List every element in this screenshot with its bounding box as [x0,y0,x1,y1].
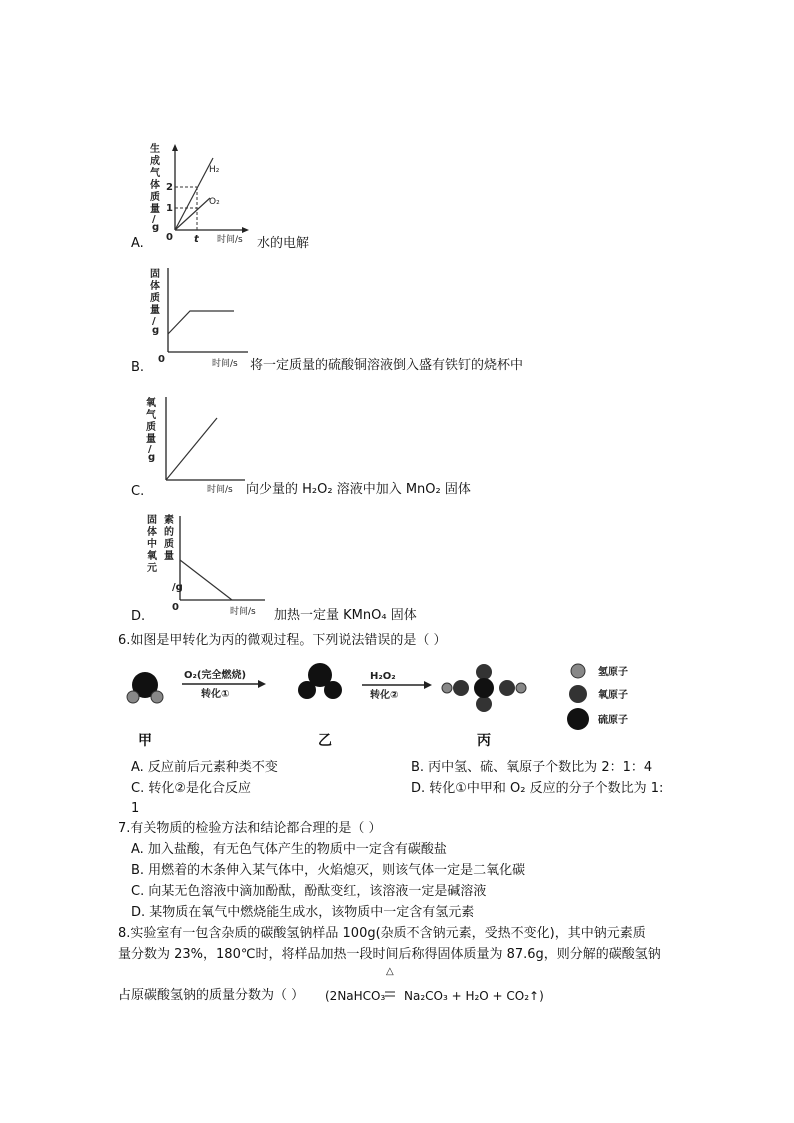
q8-line-3: 占原碳酸氢钠的质量分数为（ ） [118,988,305,1003]
graph-a-y-char: 气 [150,168,160,179]
graph-a-origin: 0 [166,232,173,243]
label-yi: 乙 [318,733,332,749]
legend-sulfur-label: 硫原子 [598,715,628,726]
graph-a-y-char: 成 [150,156,160,167]
graph-d-y-char: 素 [164,515,174,526]
label-bing: 丙 [477,733,491,749]
q7-option-b: B. 用燃着的木条伸入某气体中，火焰熄灭，则该气体一定是二氧化碳 [131,863,526,878]
q7-option-a: A. 加入盐酸，有无色气体产生的物质中一定含有碳酸盐 [131,842,447,857]
q6-option-d: D. 转化①中甲和 O₂ 反应的分子个数比为 1: [411,781,664,796]
graph-a-series-o2: O₂ [209,197,220,207]
graph-d-y-char: 氧 [147,551,157,562]
arrow-2-top: H₂O₂ [370,671,396,682]
q7-stem: 7.有关物质的检验方法和结论都合理的是（ ） [118,821,382,836]
graph-d-y-char: 的 [164,527,174,538]
q8-line-1: 8.实验室有一包含杂质的碳酸氢钠样品 100g(杂质不含钠元素，受热不变化)，其中钠元素质 [118,926,646,941]
q6-option-b: B. 丙中氢、硫、氧原子个数比为 2：1：4 [411,760,653,775]
q6-option-d-cont: 1 [131,801,140,816]
graph-a-y-char: / [152,214,156,225]
label-jia: 甲 [138,733,152,749]
graph-a-tick-2: 2 [166,182,173,193]
graph-a-x-label: 时间/s [217,235,243,245]
arrow-1-bottom: 转化① [201,689,230,700]
graph-c-y-char: / [148,444,152,455]
q8-equation-left: (2NaHCO₃ [325,989,386,1003]
graph-d-y-char: 元 [147,563,157,574]
graph-b-y-char: 量 [150,305,160,316]
graph-c-y-char: 量 [146,434,156,445]
arrow-2-bottom: 转化② [370,690,399,701]
graph-a-y-char: 量 [150,204,160,215]
q8-condition-symbol: △ [386,966,394,977]
graph-d-y-char: 质 [164,539,174,550]
graph-b-y-char: 体 [150,281,160,292]
q6-option-a: A. 反应前后元素种类不变 [131,760,278,775]
graph-b-y-char: 质 [150,293,160,304]
legend-oxygen-label: 氧原子 [598,690,628,701]
option-a-letter: A. [131,236,144,251]
graph-b-origin: 0 [158,354,165,365]
graph-c-y-char: g [148,452,156,463]
graph-c-y-char: 质 [146,422,156,433]
option-c-letter: C. [131,484,145,499]
option-b-letter: B. [131,360,145,375]
graph-a-y-char: 体 [150,180,160,191]
graph-a-series-h2: H₂ [209,165,220,175]
q8-line-2: 量分数为 23%，180℃时，将样品加热一段时间后称得固体质量为 87.6g，则分解的碳酸氢钠 [118,947,661,962]
graph-a-tick-t: t [194,234,199,245]
graph-a-y-char: 生 [150,144,160,155]
graph-d-y-char: 中 [147,539,157,550]
graph-a-y-char: 质 [150,192,160,203]
graph-d-y-unit: /g [172,582,183,593]
option-c-text: 向少量的 H₂O₂ 溶液中加入 MnO₂ 固体 [246,482,471,497]
q6-stem: 6.如图是甲转化为丙的微观过程。下列说法错误的是（ ） [118,633,447,648]
graph-d-y-char: 固 [147,515,157,526]
graph-d-y-char: 体 [147,527,157,538]
graph-c-y-char: 气 [146,410,156,421]
legend-hydrogen-label: 氢原子 [598,667,628,678]
graph-d-x-label: 时间/s [230,607,256,617]
graph-b-x-label: 时间/s [212,359,238,369]
graph-a-tick-1: 1 [166,203,173,214]
graph-d-origin: 0 [172,602,179,613]
graph-b-y-char: / [152,316,156,327]
q7-option-d: D. 某物质在氧气中燃烧能生成水，该物质中一定含有氢元素 [131,905,475,920]
option-a-text: 水的电解 [257,236,310,251]
graph-b-y-char: 固 [150,269,160,280]
graph-b-y-char: g [152,325,160,336]
option-b-text: 将一定质量的硫酸铜溶液倒入盛有铁钉的烧杯中 [250,358,524,373]
q6-option-c: C. 转化②是化合反应 [131,781,251,796]
q8-equation-right: Na₂CO₃ + H₂O + CO₂↑) [404,989,544,1003]
q7-option-c: C. 向某无色溶液中滴加酚酞，酚酞变红，该溶液一定是碱溶液 [131,884,487,899]
graph-d-y-char: 量 [164,551,174,562]
option-d-text: 加热一定量 KMnO₄ 固体 [274,608,417,623]
graph-a-y-char: g [152,222,160,233]
arrow-1-top: O₂(完全燃烧) [184,670,247,681]
option-d-letter: D. [131,609,146,624]
graph-c-y-char: 氧 [146,398,156,409]
graph-c-x-label: 时间/s [207,485,233,495]
